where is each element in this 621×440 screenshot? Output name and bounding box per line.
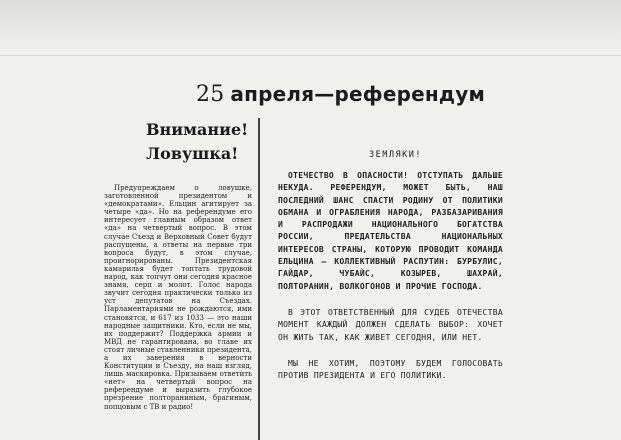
- right-paragraph-1: ОТЕЧЕСТВО В ОПАСНОСТИ! ОТСТУПАТЬ ДАЛЬШЕ НЕКУДА. РЕФЕРЕНДУМ, МОЖЕТ БЫТЬ, НАШ ПОСЛЕДНИЙ ШАНС СПАСТИ РОДИНУ ОТ ПОЛИТИКИ ОБМАНА И ОГРАБЛЕНИЯ НАРОДА, РАЗБАЗАРИВАНИЯ И РАСПРОДАЖИ НАЦИОНАЛЬНОГО БОГАТСТВА РОССИИ, ПРЕДАТЕЛЬСТВА НАЦИОНАЛЬНЫХ ИНТЕРЕСОВ СТРАНЫ, КОТОРУЮ ПРОВОДИТ КОМАНДА ЕЛЬЦИНА — КОЛЛЕКТИВНЫЙ РАСПУТИН: БУРБУЛИС, ГАЙДАР, ЧУБАЙС, КОЗЫРЕВ, ШАХРАЙ, ПОЛТОРАНИН, ВОЛКОГОНОВ И ПРОЧИЕ ГОСПОДА.: [278, 171, 503, 291]
- left-column-body: Предупреждаем о ловушке, заготовленной президентом и «демократами». Ельцин агитирует за четыре «да». Но на референдуме его интересует главным образом ответ «да» на четвертый вопрос. В этом случае Съезд и Верховный Совет будут распущены, а ответы на первые три вопроса будут, в этом случае, проигнорированы. Президентская камарилья будет топтать трудовой народ, как топчут они сегодня красное знамя, серп и молот. Голос народа звучит сегодня практически только из уст депутатов на Съездах. Парламентариями не рождаются, ими становятся, и 617 из 1033 — это наши народные защитники. Кто, если не мы, их поддержит? Поддержка армии и МВД не гарантирована, во главе их стоят личные ставленники президента, а их заверения в верности Конституции и Съезду, на наш взгляд, лишь маскировка. Призываем ответить «нет» на четвертый вопрос на референдуме и выразить глубокое презрение полторaниным, брагиным, попцовым с ТВ и радио!: [104, 184, 252, 411]
- right-column: [278, 150, 503, 396]
- page-title: [196, 82, 485, 107]
- right-paragraph-2: В ЭТОТ ОТВЕТСТВЕННЫЙ ДЛЯ СУДЕБ ОТЕЧЕСТВА МОМЕНТ КАЖДЫЙ ДОЛЖЕН СДЕЛАТЬ ВЫБОР: ХОЧЕТ ОН ЖИТЬ ТАК, КАК ЖИВЕТ СЕГОДНЯ, ИЛИ НЕТ.: [278, 307, 503, 342]
- right-paragraph-3: МЫ НЕ ХОТИМ, ПОЭТОМУ БУДЕМ ГОЛОСОВАТЬ ПРОТИВ ПРЕЗИДЕНТА И ЕГО ПОЛИТИКИ.: [278, 358, 503, 381]
- title-text: апреля—референдум: [230, 82, 486, 106]
- left-heading-line1: Внимание!: [146, 120, 249, 139]
- left-heading-line2: Ловушка!: [146, 144, 239, 163]
- title-number: 25: [196, 82, 225, 107]
- paper-fold-shadow: [0, 0, 621, 56]
- right-salute: ЗЕМЛЯКИ!: [369, 150, 422, 160]
- left-heading: [146, 118, 266, 166]
- column-divider: [258, 118, 260, 440]
